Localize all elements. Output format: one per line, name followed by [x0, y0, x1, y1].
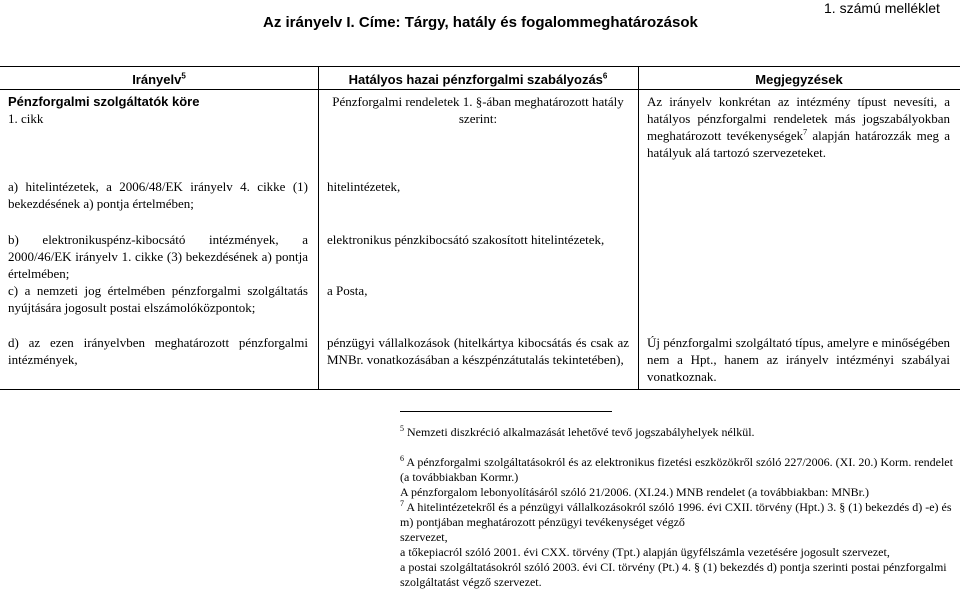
row-scope-title: Pénzforgalmi szolgáltatók köre — [8, 94, 200, 109]
page-title: Az irányelv I. Címe: Tárgy, hatály és fogalommeghatározások — [263, 14, 698, 31]
column-header-directive: Irányelv$^5$ — [132, 71, 186, 87]
footnote-6: $^6$ A pénzforgalmi szolgáltatásokról és az elektronikus fizetési eszközökről szóló 227/2006. (XI. 20.) Korm. rendelet (a továbbiakban Kormr.) A pénzforgalom lebonyolításáról szóló 21/2006. (XI.24.) MNB rendelet (a továbbiakban: MNBr.) — [400, 454, 953, 499]
row-e-money-domestic: elektronikus pénzkibocsátó szakosított hitelintézetek, — [327, 232, 605, 247]
row-postal-directive: c) a nemzeti jog értelmében pénzforgalmi szolgáltatás nyújtására jogosult postai elszámolóközpontok; — [8, 283, 308, 315]
row-credit-institutions-domestic: hitelintézetek, — [327, 179, 401, 194]
row-payment-institutions-directive: d) az ezen irányelvben meghatározott pénzforgalmi intézmények, — [8, 335, 308, 367]
row-credit-institutions-directive: a) hitelintézetek, a 2006/48/EK irányelv 4. cikke (1) bekezdésének a) pontja értelmében; — [8, 179, 308, 211]
table-header-border — [0, 89, 960, 90]
column-header-domestic-regulation: Hatályos hazai pénzforgalmi szabályozás$^6$ — [348, 71, 608, 87]
table-bottom-border — [0, 389, 960, 390]
row-scope-article: 1. cikk — [8, 111, 44, 126]
column-divider-1 — [318, 66, 319, 390]
row-postal-domestic: a Posta, — [327, 283, 368, 298]
row-e-money-directive: b) elektronikuspénz-kibocsátó intézmények, a 2000/46/EK irányelv 1. cikke (3) bekezdésének a) pontja értelmében; — [8, 232, 308, 281]
footnote-separator — [400, 411, 612, 412]
column-divider-2 — [638, 66, 639, 390]
table-top-border — [0, 66, 960, 67]
footnote-7: $^7$ A hitelintézetekről és a pénzügyi vállalkozásokról szóló 1996. évi CXII. törvény (Hpt.) 3. § (1) bekezdés d) -e) és m) pontjában meghatározott pénzügyi tevékenységet végző szervezet, a tőkepiacról szóló 2001. évi CXX. törvény (Tpt.) alapján ügyfélszámla vezetésére jogosult szervezet, a postai szolgáltatásokról szóló 2003. évi CI. törvény (Pt.) 4. § (1) bekezdés d) pontja szerinti postai pénzforgalmi szolgáltatást végző szervezet. — [400, 499, 952, 589]
row-scope-regulation: Pénzforgalmi rendeletek 1. §-ában meghatározott hatály szerint: — [332, 94, 624, 126]
row-payment-institutions-remark: Új pénzforgalmi szolgáltató típus, amelyre e minőségében nem a Hpt., hanem az irányelv intézményi szabályai vonatkoznak. — [647, 335, 950, 384]
footnote-5: $^5$ Nemzeti diszkréció alkalmazását lehetővé tevő jogszabályhelyek nélkül. — [400, 424, 755, 439]
annex-label: 1. számú melléklet — [824, 0, 940, 16]
column-header-remarks: Megjegyzések — [755, 72, 843, 87]
row-payment-institutions-domestic: pénzügyi vállalkozások (hitelkártya kibocsátás és csak az MNBr. vonatkozásában a készpénzátutalás tekintetében), — [327, 335, 629, 367]
row-scope-remark: Az irányelv konkrétan az intézmény típust nevesíti, a hatályos pénzforgalmi rendeletek más jogszabályokban meghatározott tevékenységek$^7$ alapján határozzák meg a hatályuk alá tartozó szervezeteket. — [647, 94, 950, 160]
